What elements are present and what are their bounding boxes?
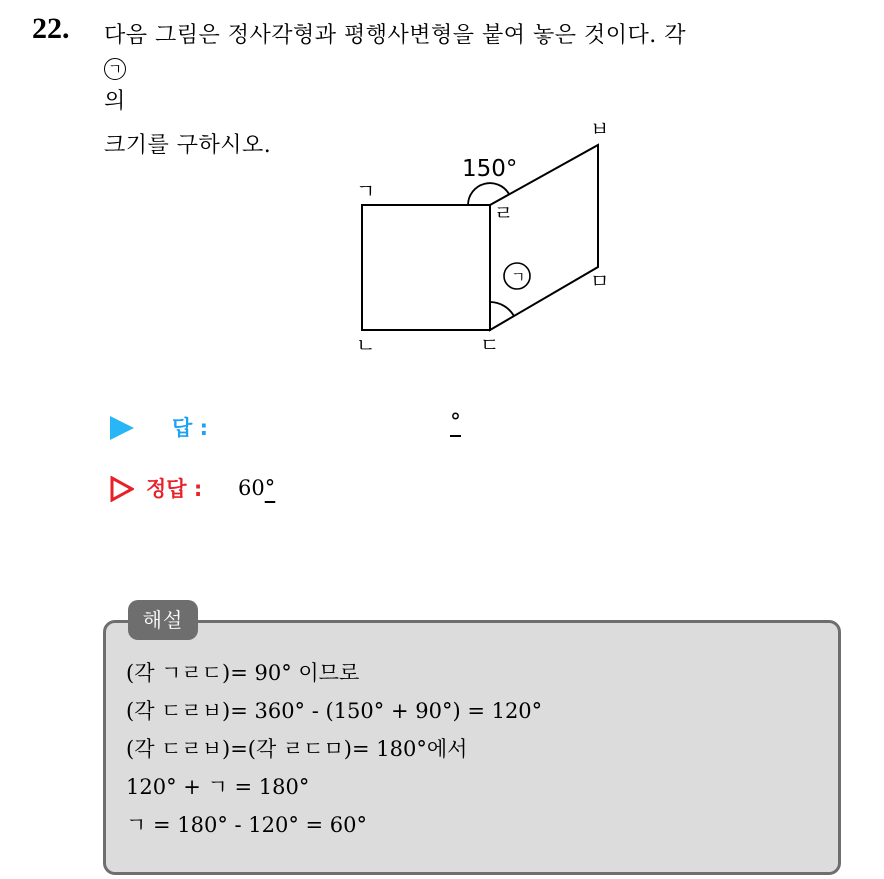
angle-150-label: 150° (462, 156, 518, 182)
geometry-figure (0, 0, 884, 400)
angle-target-arc (490, 302, 514, 316)
answer-input-blank[interactable]: ° (450, 410, 461, 435)
explanation-lines (126, 654, 542, 844)
correct-answer-row (110, 472, 510, 508)
question-line-1-end: 의 (104, 89, 126, 114)
angle-mark-label: ㄱ (511, 268, 526, 286)
explanation-line: 120° + ㄱ = 180° (126, 775, 310, 799)
circled-angle-symbol: ㄱ (104, 58, 126, 80)
vertex-label-n: ㄴ (356, 333, 376, 357)
question-number: 22. (32, 12, 70, 45)
correct-value-unit: ° (264, 476, 276, 500)
vertex-label-g: ㄱ (356, 179, 376, 203)
vertex-label-d: ㄷ (480, 333, 500, 357)
correct-answer-label: 정답 : (146, 477, 203, 501)
play-triangle-icon (110, 416, 134, 440)
vertex-label-b: ㅂ (590, 117, 610, 141)
vertex-label-r: ㄹ (494, 201, 514, 225)
outline-triangle-icon (110, 476, 134, 502)
question-line-2: 크기를 구하시오. (104, 133, 272, 158)
correct-value-number: 60 (238, 476, 265, 500)
question-line-1-start: 다음 그림은 정사각형과 평행사변형을 붙여 놓은 것이다. 각 (104, 23, 686, 48)
explanation-line: (각 ㄷㄹㅂ)=(각 ㄹㄷㅁ)= 180°에서 (126, 737, 468, 761)
answer-label: 답 : (172, 416, 208, 440)
vertex-label-m: ㅁ (590, 269, 610, 293)
square-shape (362, 205, 490, 330)
correct-answer-value (238, 476, 275, 500)
explanation-tab: 해설 (128, 600, 198, 640)
explanation-line: (각 ㄱㄹㄷ)= 90° 이므로 (126, 661, 360, 685)
explanation-line: ㄱ = 180° - 120° = 60° (126, 813, 368, 837)
answer-row (110, 412, 610, 444)
explanation-line: (각 ㄷㄹㅂ)= 360° - (150° + 90°) = 120° (126, 699, 543, 723)
